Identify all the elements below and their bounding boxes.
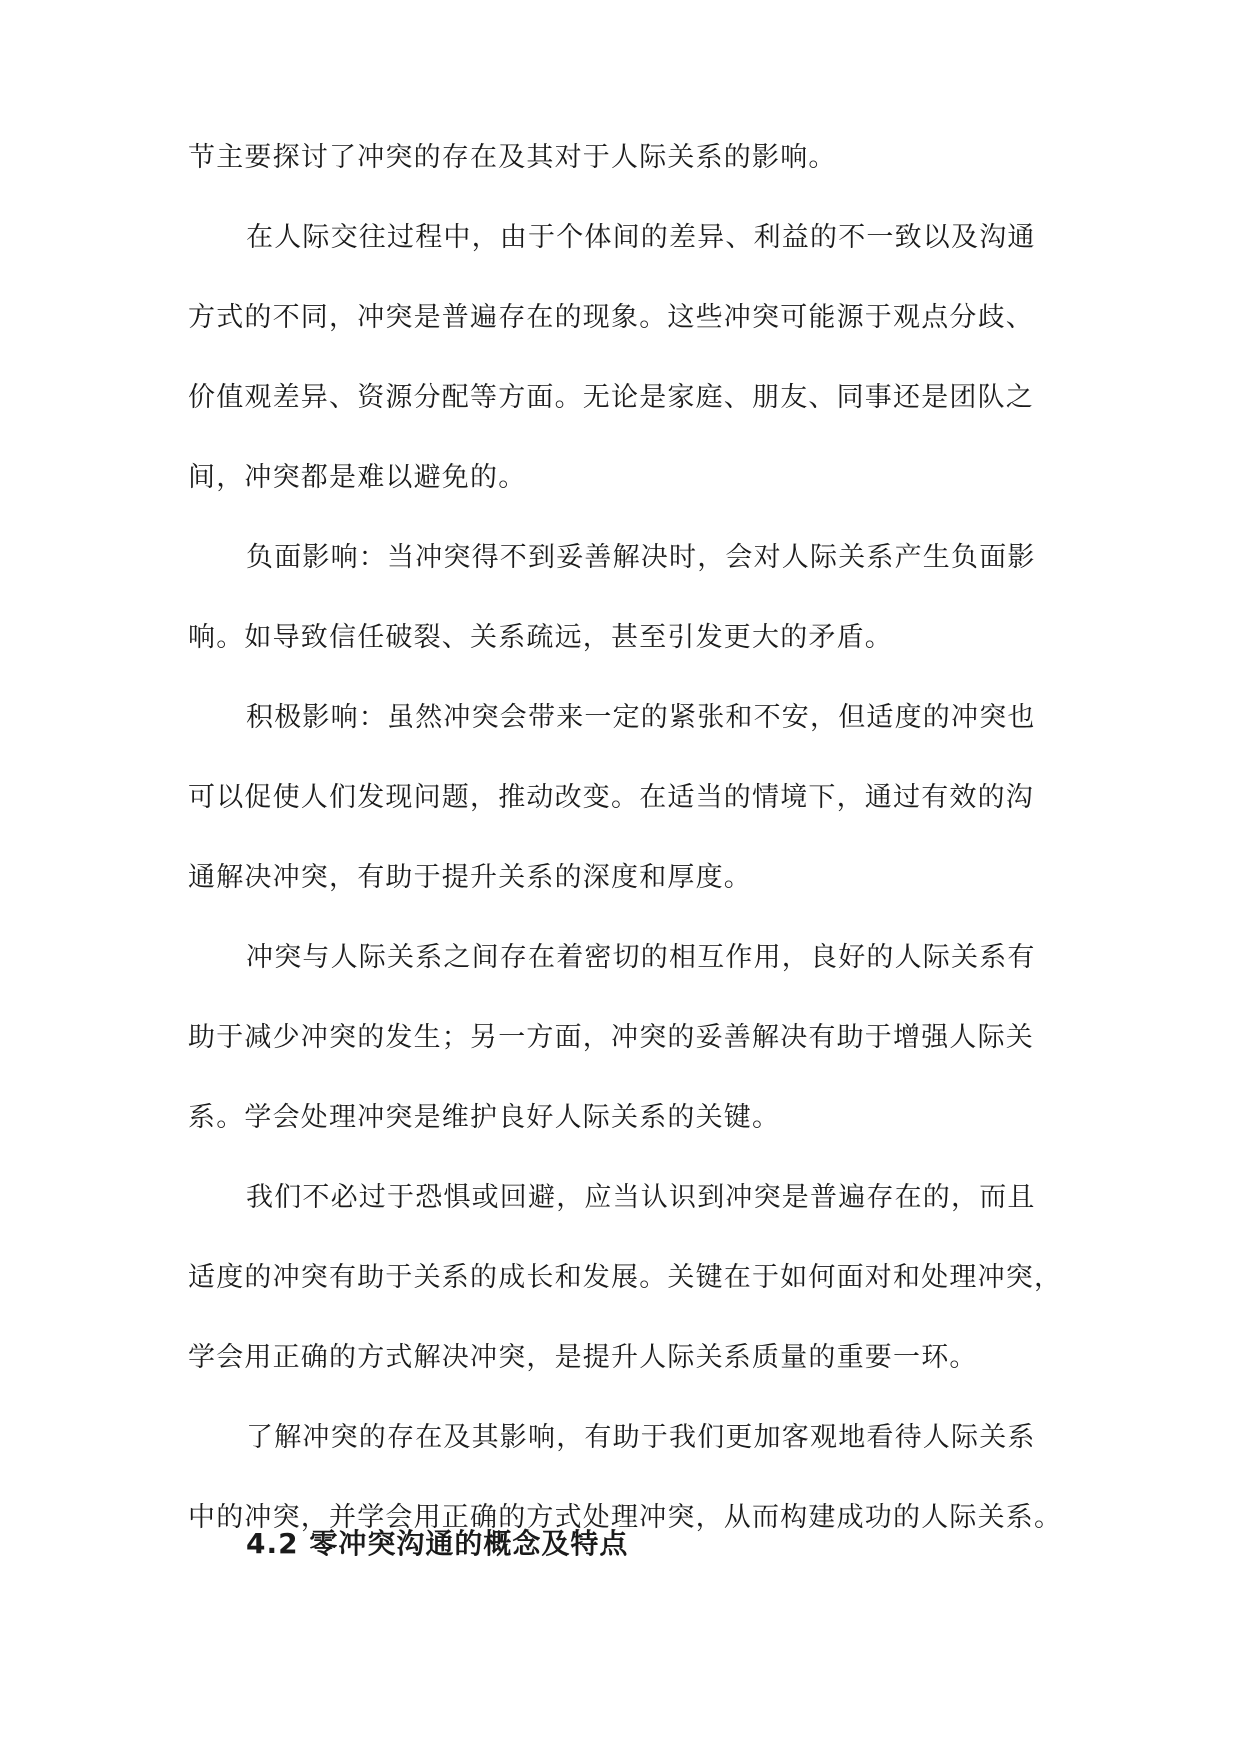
text-line: 节主要探讨了冲突的存在及其对于人际关系的影响。: [188, 142, 837, 173]
text-line: 在人际交往过程中，由于个体间的差异、利益的不一致以及沟通: [246, 222, 1036, 253]
text-line: 了解冲突的存在及其影响，有助于我们更加客观地看待人际关系: [246, 1422, 1036, 1453]
text-line: 助于减少冲突的发生；另一方面，冲突的妥善解决有助于增强人际关: [188, 1022, 1034, 1053]
body-text: [188, 142, 1063, 1583]
text-line: 响。如导致信任破裂、关系疏远，甚至引发更大的矛盾。: [188, 622, 893, 653]
text-line: 负面影响：当冲突得不到妥善解决时，会对人际关系产生负面影: [246, 542, 1036, 573]
text-line: 适度的冲突有助于关系的成长和发展。关键在于如何面对和处理冲突，: [188, 1262, 1063, 1293]
text-line: 积极影响：虽然冲突会带来一定的紧张和不安，但适度的冲突也: [246, 702, 1036, 733]
text-line: 学会用正确的方式解决冲突，是提升人际关系质量的重要一环。: [188, 1342, 978, 1373]
text-line: 价值观差异、资源分配等方面。无论是家庭、朋友、同事还是团队之: [188, 382, 1034, 413]
text-line: 中的冲突，并学会用正确的方式处理冲突，从而构建成功的人际关系。: [188, 1502, 1063, 1533]
text-line: 可以促使人们发现问题，推动改变。在适当的情境下，通过有效的沟: [188, 782, 1034, 813]
section-heading: 4.2 零冲突沟通的概念及特点: [246, 1527, 629, 1560]
text-line: 系。学会处理冲突是维护良好人际关系的关键。: [188, 1102, 781, 1133]
text-line: 我们不必过于恐惧或回避，应当认识到冲突是普遍存在的，而且: [246, 1182, 1036, 1213]
text-line: 方式的不同，冲突是普遍存在的现象。这些冲突可能源于观点分歧、: [188, 302, 1034, 333]
text-line: 间，冲突都是难以避免的。: [188, 462, 527, 493]
text-line: 通解决冲突，有助于提升关系的深度和厚度。: [188, 862, 752, 893]
text-line: 冲突与人际关系之间存在着密切的相互作用，良好的人际关系有: [246, 942, 1036, 973]
